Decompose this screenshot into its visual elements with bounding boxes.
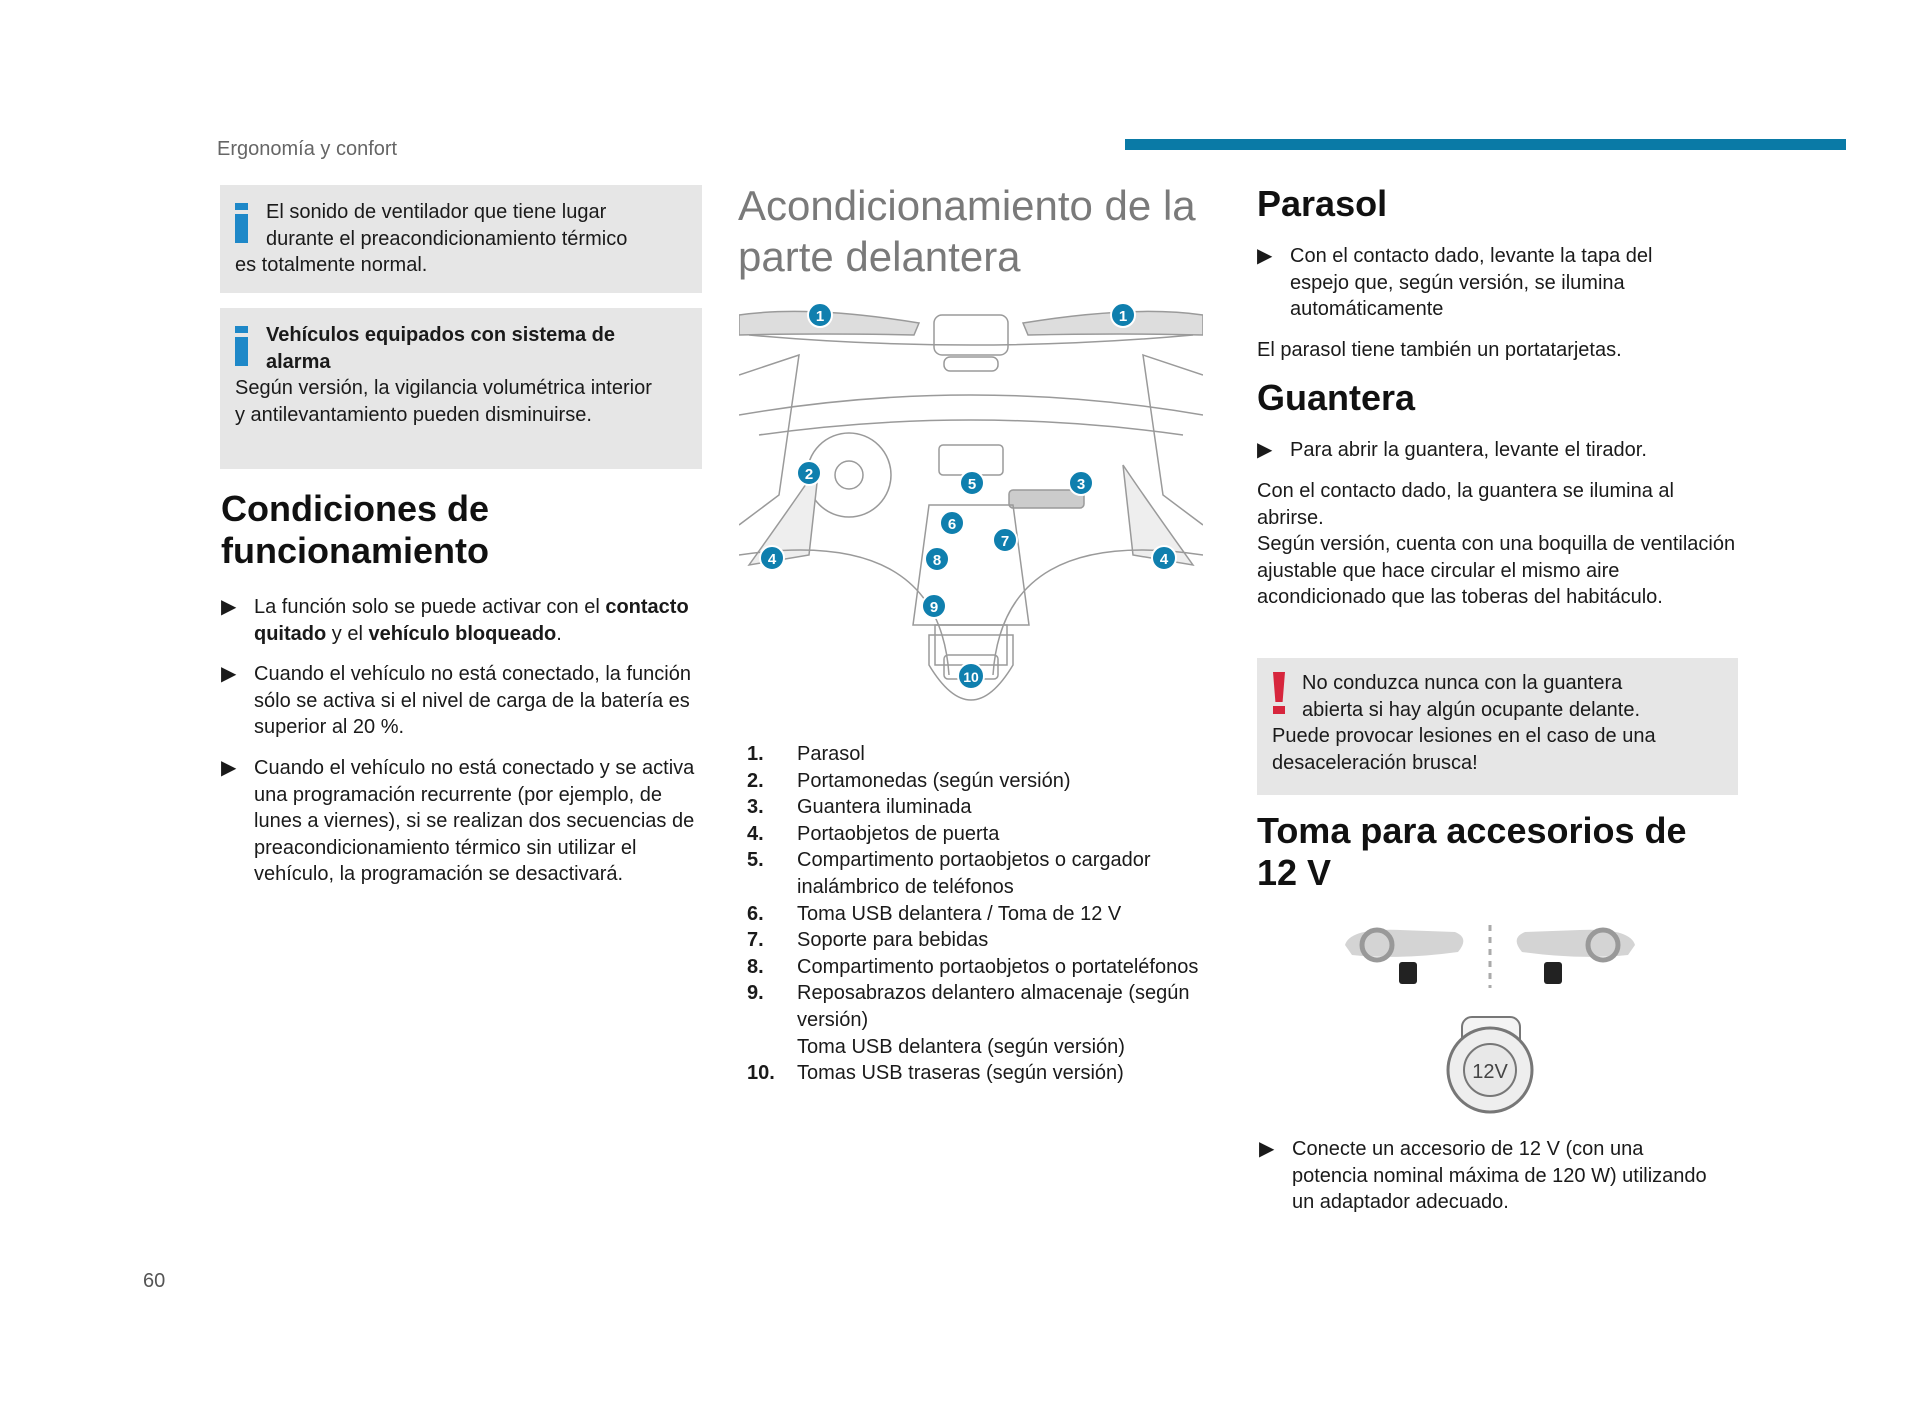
legend-text: Compartimento portaobjetos o portateléfonos — [797, 955, 1199, 978]
legend-item — [747, 794, 1207, 821]
warning-icon — [1272, 672, 1286, 714]
legend-text: Soporte para bebidas — [797, 929, 989, 952]
heading-line: Toma para accesorios de — [1257, 810, 1687, 851]
triangle-bullet-icon: ▶ — [1257, 245, 1273, 267]
guantera-text: Con el contacto dado, la guantera se ilumina al abrirse. — [1257, 479, 1674, 529]
callout-label: 9 — [929, 599, 939, 616]
warning-line: abierta si hay algún ocupante delante. — [1302, 698, 1641, 721]
legend-text: Portamonedas (según versión) — [797, 769, 1071, 792]
heading-line: 12 V — [1257, 852, 1332, 893]
legend-text: Reposabrazos delantero almacenaje (según versión) — [797, 982, 1190, 1031]
info-line: El sonido de ventilador que tiene lugar — [266, 201, 607, 223]
callout-2 — [797, 461, 821, 485]
callout-label: 6 — [947, 516, 957, 533]
legend-number: 9. — [747, 982, 764, 1005]
callout-1b — [1111, 303, 1135, 327]
accent-bar — [1125, 139, 1846, 150]
bullet-item — [1257, 243, 1742, 323]
legend-number: 7. — [747, 929, 764, 952]
callout-6 — [940, 511, 964, 535]
bold-text: vehículo bloqueado — [368, 622, 557, 645]
callout-label: 8 — [932, 552, 942, 569]
legend-text: Tomas USB traseras (según versión) — [797, 1062, 1124, 1085]
info-box-alarm — [220, 308, 702, 469]
callout-7 — [993, 528, 1017, 552]
heading-line: funcionamiento — [221, 530, 489, 571]
legend-item — [747, 1060, 1207, 1087]
text: Cuando el vehículo no está conectado, la función sólo se activa si el nivel de carga de la batería es superior al 20 %. — [254, 663, 691, 739]
text: Para abrir la guantera, levante el tirador. — [1290, 439, 1647, 462]
bullet-item — [221, 594, 701, 647]
legend-item — [747, 980, 1207, 1033]
callout-4 — [760, 546, 784, 570]
callout-3 — [1069, 471, 1093, 495]
bullet-item — [221, 661, 701, 741]
callout-label: 7 — [1000, 533, 1010, 550]
callout-10 — [958, 663, 984, 689]
heading-line: Condiciones de — [221, 488, 490, 529]
title-line: parte delantera — [738, 233, 1021, 280]
toma-heading — [1257, 810, 1687, 894]
legend-item — [747, 1034, 1207, 1061]
warning-line: No conduzca nunca con la guantera — [1302, 672, 1623, 694]
legend-text: Compartimento portaobjetos o cargador inalámbrico de teléfonos — [797, 849, 1151, 898]
bold-text: contacto quitado — [254, 596, 689, 645]
callout-label: 10 — [963, 669, 979, 685]
info-body: Según versión, la vigilancia volumétrica interior y antilevantamiento pueden disminuirse. — [235, 377, 652, 426]
text: La función solo se puede activar con el — [254, 596, 606, 618]
legend-number: 8. — [747, 955, 764, 978]
conditions-section — [221, 488, 701, 902]
callout-label: 5 — [967, 476, 977, 493]
legend-item — [747, 821, 1207, 848]
text: Cuando el vehículo no está conectado y se activa una programación recurrente (por ejemplo, de lunes a viernes), si se realizan dos secuencias de preacondicionamiento térmico sin utilizar el vehículo, la programación se desactivará. — [254, 756, 695, 886]
title-line: Acondicionamiento de la — [738, 182, 1196, 229]
callout-9 — [922, 594, 946, 618]
legend-number: 6. — [747, 902, 764, 925]
legend-text: Toma USB delantera (según versión) — [797, 1035, 1125, 1058]
warning-box — [1257, 658, 1738, 795]
legend-text: Portaobjetos de puerta — [797, 822, 1000, 845]
info-line: es totalmente normal. — [235, 254, 428, 277]
legend-item — [747, 741, 1207, 768]
legend-item — [747, 901, 1207, 928]
socket-illustration — [1340, 920, 1640, 1125]
text: Conecte un accesorio de 12 V (con una potencia nominal máxima de 120 W) utilizando un adaptador adecuado. — [1292, 1138, 1707, 1214]
warning-body: Puede provocar lesiones en el caso de una desaceleración brusca! — [1272, 725, 1656, 774]
triangle-bullet-icon: ▶ — [221, 596, 237, 618]
callout-1 — [808, 303, 832, 327]
page-number: 60 — [143, 1270, 166, 1292]
section-title: Ergonomía y confort — [217, 138, 398, 160]
legend-text: Toma USB delantera / Toma de 12 V — [797, 902, 1122, 925]
callout-label: 3 — [1076, 476, 1086, 493]
socket-label: 12V — [1472, 1061, 1508, 1083]
cabin-diagram — [739, 295, 1203, 727]
text: y el — [326, 622, 369, 645]
callout-label: 1 — [1118, 308, 1128, 325]
info-title: alarma — [266, 350, 331, 373]
info-title: Vehículos equipados con sistema de — [266, 324, 615, 346]
triangle-bullet-icon: ▶ — [1259, 1138, 1275, 1160]
parasol-heading: Parasol — [1257, 183, 1388, 224]
legend-number: 4. — [747, 822, 764, 845]
callout-5 — [960, 471, 984, 495]
legend-text: Guantera iluminada — [797, 796, 972, 819]
guantera-heading: Guantera — [1257, 377, 1416, 419]
legend-item — [747, 954, 1207, 981]
bullet-item — [1257, 437, 1742, 464]
guantera-text: Según versión, cuenta con una boquilla de ventilación ajustable que hace circular el mismo aire acondicionado que las toberas del habitáculo. — [1257, 533, 1736, 609]
info-icon — [235, 203, 248, 243]
bullet-item — [1259, 1136, 1729, 1230]
legend-number: 5. — [747, 849, 764, 872]
page-title — [738, 180, 1196, 282]
legend-item — [747, 768, 1207, 795]
triangle-bullet-icon: ▶ — [221, 663, 237, 686]
legend-list — [747, 741, 1207, 1087]
triangle-bullet-icon: ▶ — [1257, 439, 1273, 462]
legend-text: Parasol — [797, 743, 865, 765]
bullet-item — [221, 755, 701, 888]
callout-label: 4 — [767, 551, 777, 568]
callout-8 — [925, 547, 949, 571]
parasol-note: El parasol tiene también un portatarjetas. — [1257, 338, 1622, 361]
callout-label: 2 — [804, 466, 814, 483]
text: Con el contacto dado, levante la tapa del espejo que, según versión, se ilumina automáticamente — [1290, 245, 1653, 321]
info-box-fan — [220, 185, 702, 293]
info-line: durante el preacondicionamiento térmico — [266, 227, 628, 250]
legend-number: 10. — [747, 1062, 775, 1085]
legend-number: 2. — [747, 769, 764, 792]
info-icon — [235, 326, 248, 366]
legend-number — [747, 1034, 797, 1061]
legend-number: 1. — [747, 743, 764, 765]
callout-label: 1 — [815, 308, 825, 325]
text: . — [556, 622, 562, 645]
legend-item — [747, 927, 1207, 954]
legend-item — [747, 847, 1207, 900]
callouts — [760, 303, 1176, 689]
triangle-bullet-icon: ▶ — [221, 756, 237, 779]
right-column — [1257, 183, 1742, 611]
legend-number: 3. — [747, 796, 764, 819]
callout-label: 4 — [1159, 551, 1169, 568]
callout-4b — [1152, 546, 1176, 570]
